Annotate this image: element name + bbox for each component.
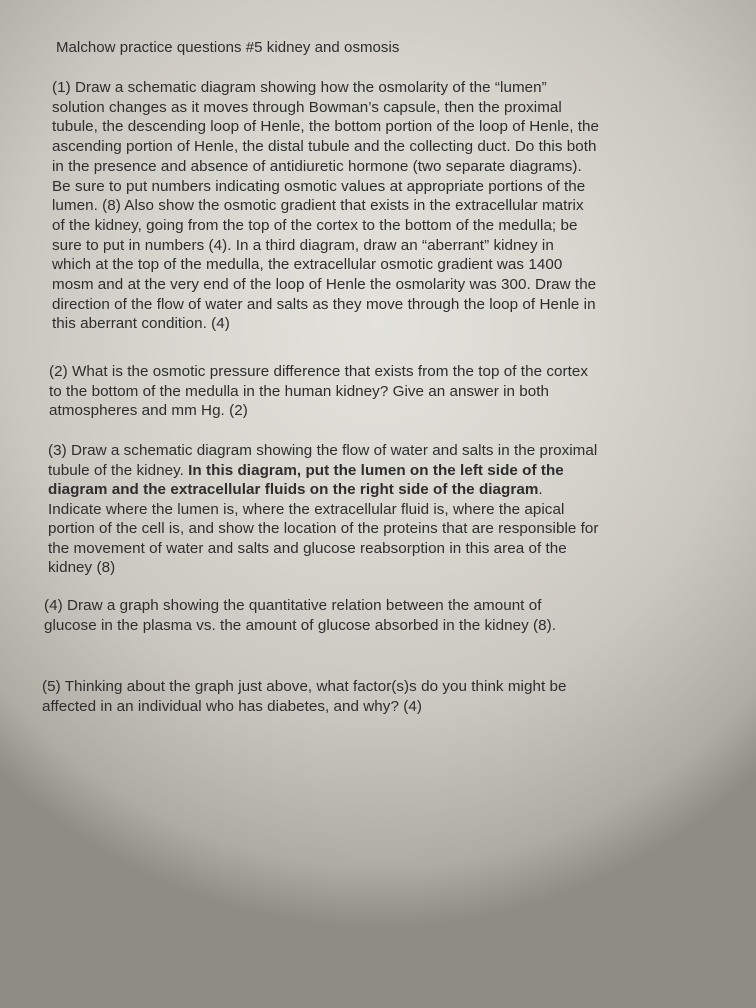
question-4: (4) Draw a graph showing the quantitative relation between the amount of glucose in the plasma vs. the amount of glucose absorbed in the kidney (8). [44, 597, 556, 634]
question-1: (1) Draw a schematic diagram showing how the osmolarity of the “lumen” solution changes as it moves through Bowman’s capsule, then the proximal tubule, the descending loop of Henle, the bottom portion of the loop of Henle, the ascending portion of Henle, the distal tubule and the collecting duct. Do this both in the presence and absence of antidiuretic hormone (two separate diagrams). Be sure to put numbers indicating osmotic values at appropriate portions of the lumen. (8) Also show the osmotic gradient that exists in the extracellular matrix of the kidney, going from the top of the cortex to the bottom of the medulla; be sure to put in numbers (4). In a third diagram, draw an “aberrant” kidney in which at the top of the medulla, the extracellular osmotic gradient was 1400 mosm and at the very end of the loop of Henle the osmolarity was 300. Draw the direction of the flow of water and salts as they move through the loop of Henle in this aberrant condition. (4) [52, 79, 600, 333]
question-3-bold-instruction: In this diagram, put the lumen on the left side of the diagram and the extracellular fluids on the right side of the diagram [48, 461, 564, 499]
worksheet-text [42, 38, 698, 716]
question-3-details: . Indicate where the lumen is, where the extracellular fluid is, where the apical portion of the cell is, and show the location of the proteins that are responsible for the movement of water and salts and glucose reabsorption in this area of the kidney (8) [48, 481, 599, 577]
question-2: (2) What is the osmotic pressure difference that exists from the top of the cortex to the bottom of the medulla in the human kidney? Give an answer in both atmospheres and mm Hg. (2) [49, 363, 588, 420]
question-5: (5) Thinking about the graph just above, what factor(s)s do you think might be affected in an individual who has diabetes, and why? (4) [42, 678, 567, 715]
worksheet-title: Malchow practice questions #5 kidney and osmosis [56, 39, 400, 56]
question-3-intro: (3) Draw a schematic diagram showing the flow of water and salts in the proximal tubule of the kidney. [48, 441, 598, 479]
question-3 [48, 441, 698, 578]
